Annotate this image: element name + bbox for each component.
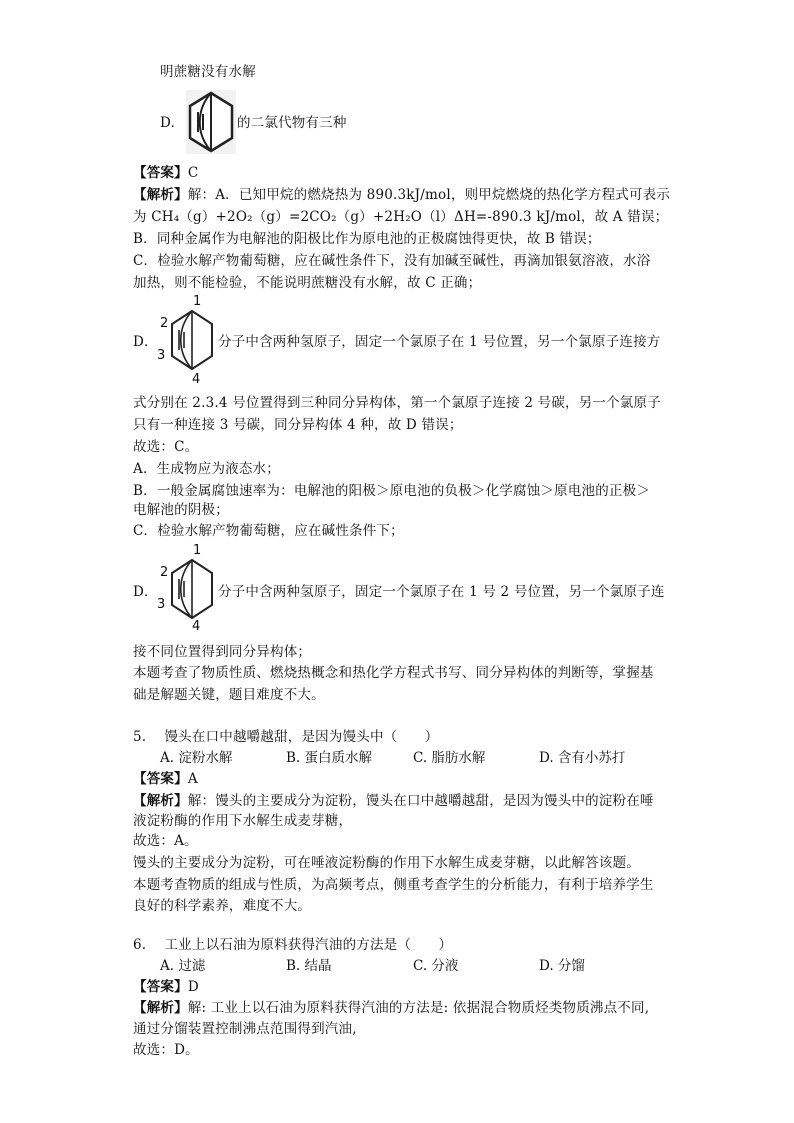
answer-line-q4 <box>133 163 198 183</box>
answer-value: D <box>187 979 199 995</box>
continued-text: 明蔗糖没有水解 <box>160 64 256 80</box>
summary-b1: B．一般金属腐蚀速率为：电解池的阳极＞原电池的负极＞化学腐蚀＞原电池的正极＞ <box>133 483 651 499</box>
answer-label: 【答案】 <box>133 165 188 181</box>
q6-option-a: A. 过滤 <box>160 958 206 974</box>
atom-number-2: 2 <box>160 565 169 580</box>
atom-number-1: 1 <box>193 543 202 558</box>
answer-line-q5 <box>133 769 198 789</box>
answer-label: 【答案】 <box>133 771 188 787</box>
q6-choose-line: 故选：D。 <box>133 1042 199 1058</box>
atom-number-3: 3 <box>157 348 166 363</box>
analysis-text: 解: 工业上以石油为原料获得汽油的方法是: 依据混合物质烃类物质沸点不同, <box>187 1000 650 1016</box>
q6-analysis-line2: 通过分馏装置控制沸点范围得到汽油, <box>133 1021 357 1037</box>
analysis-d-line3: 只有一种连接 3 号碳，同分异构体 4 种，故 D 错误； <box>133 417 463 433</box>
q5-analysis-line4: 馒头的主要成分为淀粉，可在唾液淀粉酶的作用下水解生成麦芽糖，以此解答该题。 <box>133 855 640 871</box>
analysis-label: 【解析】 <box>133 187 188 203</box>
summary-line1: 本题考查了物质性质、燃烧热概念和热化学方程式书写、同分异构体的判断等，掌握基 <box>133 665 654 681</box>
q6-option-b: B. 结晶 <box>286 958 332 974</box>
q5-option-c: C. 脂肪水解 <box>413 750 486 766</box>
atom-number-4: 4 <box>192 619 201 634</box>
atom-number-1: 1 <box>193 294 202 309</box>
answer-line-q6 <box>133 977 199 997</box>
atom-number-4: 4 <box>192 372 201 387</box>
analysis-d-text: 分子中含两种氢原子，固定一个氯原子在 1 号位置，另一个氯原子连接方 <box>218 334 661 350</box>
analysis-a-line2: 为 CH₄（g）+2O₂（g）=2CO₂（g）+2H₂O（l）ΔH=-890.3 kJ/mol，故 A 错误； <box>133 209 669 225</box>
question-6-stem: 6. 工业上以石油为原料获得汽油的方法是（ ） <box>133 937 453 953</box>
question-5-stem: 5. 馒头在口中越嚼越甜，是因为馒头中（ ） <box>133 729 439 745</box>
answer-value: C <box>187 165 199 181</box>
option-d-text: 的二氯代物有三种 <box>237 115 347 131</box>
summary-d-text: 分子中含两种氢原子，固定一个氯原子在 1 号 2 号位置，另一个氯原子连 <box>218 584 665 600</box>
answer-value: A <box>187 771 198 787</box>
bicyclic-molecule-numbered <box>168 557 216 621</box>
q6-analysis-line1 <box>133 998 649 1018</box>
q5-analysis-line6: 良好的科学素养，难度不大。 <box>133 898 312 914</box>
summary-line2: 础是解题关键，题目难度不大。 <box>133 687 325 703</box>
q5-analysis-line1 <box>133 791 654 811</box>
analysis-d-line2: 式分别在 2.3.4 号位置得到三种同分异构体，第一个氯原子连接 2 号碳，另一个氯原子 <box>133 395 661 411</box>
q5-choose-line: 故选：A。 <box>133 833 198 849</box>
choose-line: 故选：C。 <box>133 439 199 455</box>
answer-label: 【答案】 <box>133 979 188 995</box>
q5-option-d: D. 含有小苏打 <box>539 750 626 766</box>
atom-number-2: 2 <box>160 316 169 331</box>
summary-b2: 电解池的阴极； <box>133 502 229 518</box>
atom-number-3: 3 <box>157 597 166 612</box>
q5-option-a: A. 淀粉水解 <box>160 750 233 766</box>
q6-option-c: C. 分液 <box>413 958 459 974</box>
summary-d-line2: 接不同位置得到同分异构体； <box>133 644 312 660</box>
analysis-c-line2: 加热，则不能检验，不能说明蔗糖没有水解，故 C 正确； <box>133 275 482 291</box>
analysis-d-prefix: D． <box>133 334 158 350</box>
bicyclic-molecule-numbered <box>168 308 216 372</box>
q5-analysis-line2: 液淀粉酶的作用下水解生成麦芽糖， <box>133 813 353 829</box>
analysis-label: 【解析】 <box>133 793 188 809</box>
bicyclic-molecule-image <box>186 90 236 154</box>
q5-option-b: B. 蛋白质水解 <box>286 750 373 766</box>
summary-a: A．生成物应为液态水； <box>133 461 280 477</box>
q6-option-d: D. 分馏 <box>539 958 585 974</box>
analysis-text: 解：A．已知甲烷的燃烧热为 890.3kJ/mol，则甲烷燃烧的热化学方程式可表示 <box>187 187 671 203</box>
summary-d-prefix: D． <box>133 584 158 600</box>
analysis-text: 解：馒头的主要成分为淀粉，馒头在口中越嚼越甜，是因为馒头中的淀粉在唾 <box>187 793 654 809</box>
analysis-c-line1: C．检验水解产物葡萄糖，应在碱性条件下，没有加碱至碱性，再滴加银氨溶液，水浴 <box>133 253 651 269</box>
analysis-a-line1 <box>133 185 670 205</box>
option-d-label: D. <box>160 115 176 131</box>
summary-c: C．检验水解产物葡萄糖，应在碱性条件下； <box>133 523 404 539</box>
analysis-b-line: B．同种金属作为电解池的阳极比作为原电池的正极腐蚀得更快，故 B 错误； <box>133 231 601 247</box>
q5-analysis-line5: 本题考查物质的组成与性质，为高频考点，侧重考查学生的分析能力，有利于培养学生 <box>133 877 654 893</box>
analysis-label: 【解析】 <box>133 1000 188 1016</box>
